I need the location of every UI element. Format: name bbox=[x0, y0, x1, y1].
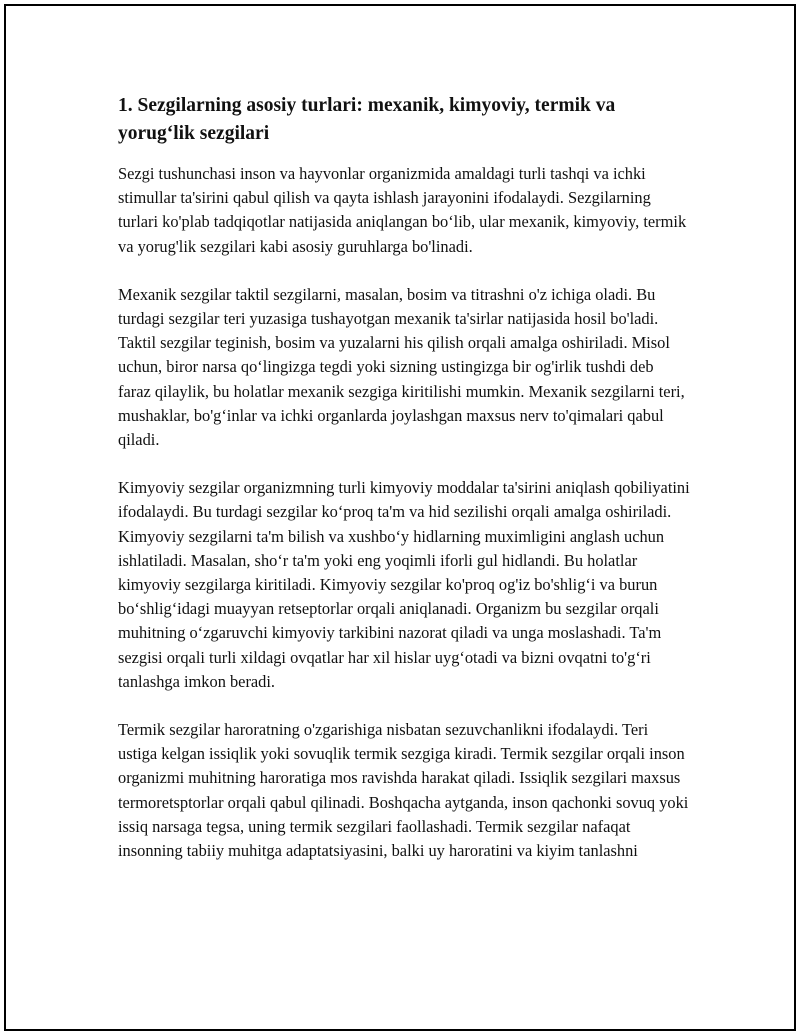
paragraph-chemical: Kimyoviy sezgilar organizmning turli kimyoviy moddalar ta'sirini aniqlash qobiliyatini ifodalaydi. Bu turdagi sezgilar ko‘proq ta'm va hid sezilishi orqali amalga oshiriladi. Kimyoviy sezgilarni ta'm bilish va xushbo‘y hidlarning muximligini anglash uchun ishlatiladi. Masalan, sho‘r ta'm yoki eng yoqimli iforli gul hidlandi. Bu holatlar kimyoviy sezgilarga kiritiladi. Kimyoviy sezgilar ko'proq og'iz bo'shlig‘i va burun bo‘shlig‘idagi muayyan retseptorlar orqali aniqlanadi. Organizm bu sezgilar orqali muhitning o‘zgaruvchi kimyoviy tarkibini nazorat qiladi va unga moslashadi. Ta'm sezgisi orqali turli xildagi ovqatlar har xil hislar uyg‘otadi va bizni ovqatni to'g‘ri tanlashga imkon beradi. bbox=[118, 478, 690, 691]
section-heading: 1. Sezgilarning asosiy turlari: mexanik, kimyoviy, termik va yorug‘lik sezgilari bbox=[118, 95, 616, 144]
paragraph-intro: Sezgi tushunchasi inson va hayvonlar organizmida amaldagi turli tashqi va ichki stimullar ta'sirini qabul qilish va qayta ishlash jarayonini ifodalaydi. Sezgilarning turlari ko'plab tadqiqotlar natijasida aniqlangan bo‘lib, ular mexanik, kimyoviy, termik va yorug'lik sezgilari kabi asosiy guruhlarga bo'linadi. bbox=[118, 164, 687, 256]
document-body bbox=[118, 92, 690, 887]
paragraph-mechanical: Mexanik sezgilar taktil sezgilarni, masalan, bosim va titrashni o'z ichiga oladi. Bu turdagi sezgilar teri yuzasiga tushayotgan mexanik ta'sirlar natijasida hosil bo'ladi. Taktil sezgilar teginish, bosim va yuzalarni his qilish orqali amalga oshiriladi. Misol uchun, biror narsa qo‘lingizga tegdi yoki sizning ustingizga bir og'irlik tushdi deb faraz qilaylik, bu holatlar mexanik sezgiga kiritilishi mumkin. Mexanik sezgilarni teri, mushaklar, bo'g‘inlar va ichki organlarda joylashgan maxsus nerv to'qimalari qabul qiladi. bbox=[118, 284, 685, 450]
paragraph-thermal: Termik sezgilar haroratning o'zgarishiga nisbatan sezuvchanlikni ifodalaydi. Teri ustiga kelgan issiqlik yoki sovuqlik termik sezgiga kiradi. Termik sezgilar orqali inson organizmi muhitning haroratiga mos ravishda harakat qiladi. Issiqlik sezgilari maxsus termoretsptorlar orqali qabul qilinadi. Boshqacha aytganda, inson qachonki sovuq yoki issiq narsaga tegsa, uning termik sezgilari faollashadi. Termik sezgilar nafaqat insonning tabiiy muhitga adaptatsiyasini, balki uy haroratini va kiyim tanlashni bbox=[118, 720, 689, 861]
